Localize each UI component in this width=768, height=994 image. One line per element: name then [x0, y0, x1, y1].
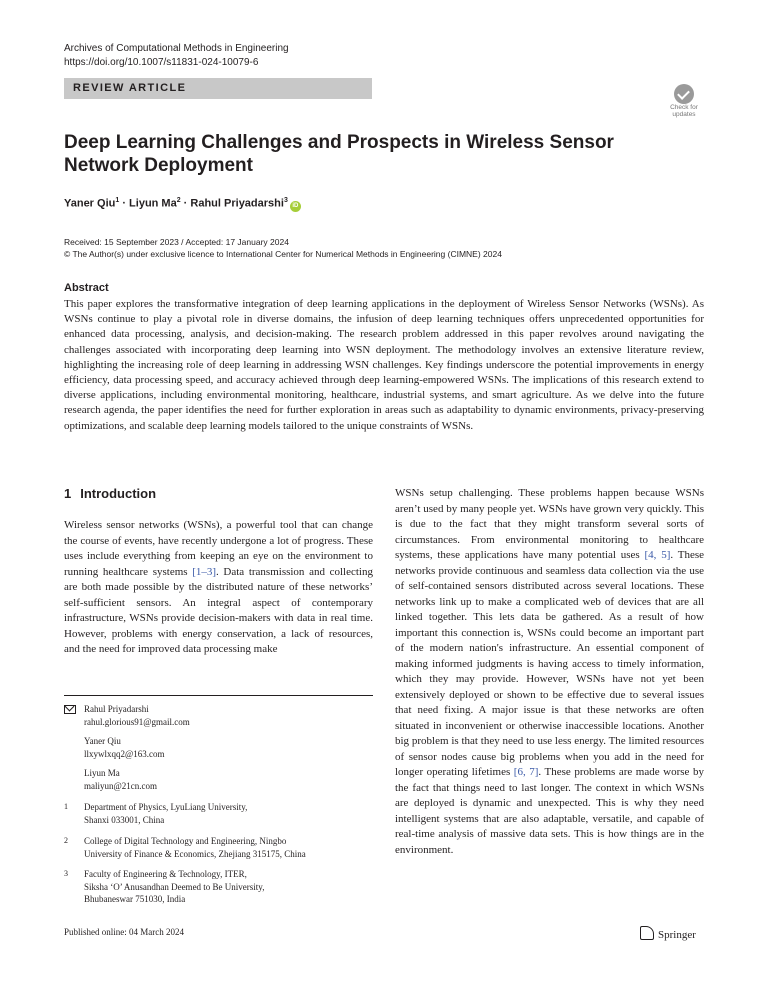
intro-right-column — [395, 486, 704, 858]
publication-dates — [64, 236, 502, 260]
affiliation-line: Shanxi 033001, China — [84, 814, 165, 825]
doi-link[interactable]: https://doi.org/10.1007/s11831-024-10079-6 — [64, 57, 259, 68]
affiliation-line: Faculty of Engineering & Technology, ITER, — [84, 869, 247, 879]
received-accepted: Received: 15 September 2023 / Accepted: 17 January 2024 — [64, 237, 289, 247]
citation-link[interactable]: [4, 5] — [644, 549, 671, 561]
section-number: 1 — [64, 486, 72, 501]
contact-email[interactable]: maliyun@21cn.com — [84, 780, 158, 791]
abstract-heading: Abstract — [64, 282, 109, 294]
contact-name: Yaner Qiu — [84, 736, 121, 746]
affiliation-number: 1 — [64, 802, 68, 811]
body-text: Wireless sensor networks (WSNs), a powerful tool that can change the course of events, have recently undergone a lot of progress. These uses include everything from keeping an eye on the environment to running healthcare systems — [64, 519, 373, 578]
footnote-divider — [64, 695, 373, 696]
affiliation-number: 2 — [64, 836, 68, 845]
body-text: . These problems are made worse by the fact that things need to last longer. The context in which WSNs are deployed is dynamic and unexpected. This is why they need intelligent systems that are also adaptable, versatile, and capable of real-time analysis of massive data sets. This is how things are in the environment. — [395, 766, 704, 856]
affiliation-line: College of Digital Technology and Engineering, Ningbo — [84, 836, 287, 846]
journal-name: Archives of Computational Methods in Engineering — [64, 43, 289, 54]
abstract-text: This paper explores the transformative integration of deep learning applications in the deployment of Wireless Sensor Networks (WSNs). As WSNs continue to play a pivotal role in diverse domains, the infusion of deep learning techniques offers unprecedented opportunities for enhanced data processing, analysis, and decision-making. The research problem addressed in this paper revolves around navigating the challenges associated with incorporating deep learning into WSN deployment. The methodology involves an extensive literature review, highlighting the increasing role of deep learning in addressing WSN challenges. Key findings underscore the potential improvements in energy efficiency, data processing speed, and accuracy achieved through deep learning-empowered WSNs. The implications of this research extend to diverse applications, including environmental monitoring, healthcare, industrial systems, and smart agriculture. As we delve into the future research agenda, the paper identifies the need for further exploration in areas such as adaptability to dynamic environments, privacy-preserving optimizations, and scalable deep learning models tailored to the unique constraints of WSNs. — [64, 298, 704, 432]
contact-name: Rahul Priyadarshi — [84, 704, 149, 714]
body-text: . Data transmission and collecting are both made possible by the distributed nature of these networks’ self-sufficient sensors. An integral aspect of contemporary infrastructure, WSNs provide decision-makers with data in real time. However, problems with energy conservation, a lack of resources, and the need for improved data processing make — [64, 565, 373, 655]
contact-email[interactable]: rahul.glorious91@gmail.com — [84, 716, 190, 727]
article-type-label: REVIEW ARTICLE — [73, 82, 187, 94]
author-separator: · — [180, 197, 191, 210]
publisher-name: Springer — [658, 929, 696, 941]
author-affil-sup: 2 — [176, 197, 181, 204]
body-text: WSNs setup challenging. These problems happen because WSNs aren’t used by many people yet. WSNs have grown very quickly. This is due to the fact that they might transform several sorts of circumstances. From environmental monitoring to healthcare systems, these applications have many potential uses — [395, 487, 704, 561]
affiliation-number: 3 — [64, 869, 68, 878]
envelope-icon — [64, 705, 76, 714]
affiliation-line: University of Finance & Economics, Zhejiang 315175, China — [84, 848, 306, 859]
section-title: Introduction — [80, 486, 157, 501]
body-text: . These networks provide continuous and seamless data collection via the use of self-contained sensors distributed across several locations. These networks link up to make a complicated web of devices that are all linked together. This lets data be gathered. As a result of how important this connection is, WSNs could become an important part of the modern nation's infrastructure. An essential component of making informed judgments is having access to timely information, which they may provide. However, WSNs have not yet been extensively deployed or shown to be effective due to several issues that need fixing. A major issue is that these networks are often situated in inconvenient or otherwise inaccessible locations. Another big problem is that they need to use less energy. The limited resources of sensor nodes cause big problems when you add in the need for longer operating lifetimes — [395, 549, 704, 778]
author-name: Rahul Priyadarshi — [190, 197, 284, 210]
citation-link[interactable]: [6, 7] — [513, 766, 539, 778]
published-online: Published online: 04 March 2024 — [64, 927, 184, 937]
paper-title: Deep Learning Challenges and Prospects in Wireless Sensor Network Deployment — [64, 132, 614, 176]
publisher-logo — [640, 926, 696, 941]
author-affil-sup: 1 — [115, 197, 120, 204]
journal-header — [64, 42, 289, 70]
check-updates-label-2: updates — [672, 111, 696, 118]
orcid-icon[interactable]: iD — [290, 201, 301, 212]
citation-link[interactable]: [1–3] — [192, 565, 217, 578]
author-separator: · — [119, 197, 130, 210]
contact-entry — [84, 735, 165, 760]
check-updates-icon — [674, 84, 694, 104]
affiliation-line: Department of Physics, LyuLiang University, — [84, 802, 248, 812]
springer-horse-icon — [640, 926, 654, 940]
copyright-line: © The Author(s) under exclusive licence to International Center for Numerical Methods in Engineering (CIMNE) 2024 — [64, 249, 502, 259]
article-type-badge — [64, 78, 372, 99]
intro-left-column — [64, 518, 373, 658]
check-updates-label-1: Check for — [670, 104, 698, 111]
contact-email[interactable]: llxywlxqq2@163.com — [84, 748, 165, 759]
check-for-updates-button[interactable] — [665, 84, 703, 120]
affiliation-line: Bhubaneswar 751030, India — [84, 894, 186, 904]
contact-entry — [84, 703, 190, 728]
affiliation-line: Siksha ‘O’ Anusandhan Deemed to Be University, — [84, 881, 265, 892]
author-name: Yaner Qiu — [64, 197, 116, 210]
author-name: Liyun Ma — [129, 197, 177, 210]
author-affil-sup: 3 — [283, 197, 288, 204]
section-heading — [64, 486, 156, 501]
contact-entry — [84, 767, 157, 792]
author-list — [64, 197, 301, 212]
contact-name: Liyun Ma — [84, 768, 120, 778]
